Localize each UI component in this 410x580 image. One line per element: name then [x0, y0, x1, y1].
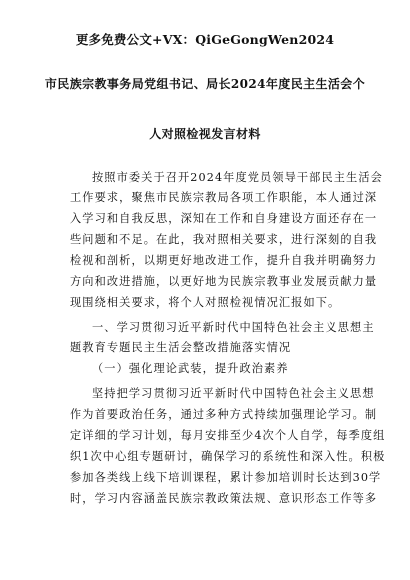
paragraph-line: 检视和剖析，以期更好地改进工作，提升自我并明确努力	[70, 254, 378, 267]
paragraph-line: 些问题和不足。在此，我对照相关要求，进行深刻的自我	[70, 233, 378, 246]
subsection-heading: （一）强化理论武装，提升政治素养	[92, 362, 289, 375]
paragraph-line: 织1次中心组专题研讨，确保学习的系统性和深入性。积极	[70, 450, 386, 463]
paragraph-line: 参加各类线上线下培训课程，累计参加培训时长达到30学	[70, 471, 382, 484]
paragraph-line: 入学习和自我反思，深知在工作和自身建设方面还存在一	[70, 212, 378, 225]
document-title-line-2: 人对照检视发言材料	[149, 127, 261, 141]
paragraph-line: 时，学习内容涵盖民族宗教政策法规、意识形态工作等多	[70, 492, 378, 505]
section-heading-line: 题教育专题民主生活会整改措施落实情况	[70, 341, 292, 354]
paragraph-line: 现围绕相关要求，将个人对照检视情况汇报如下。	[70, 296, 341, 309]
section-heading-line: 一、学习贯彻习近平新时代中国特色社会主义思想主	[92, 321, 375, 334]
paragraph-line: 定详细的学习计划，每月安排至少4次个人自学，每季度组	[70, 429, 386, 442]
paragraph-line: 坚持把学习贯彻习近平新时代中国特色社会主义思想	[92, 387, 375, 400]
paragraph-line: 工作要求，聚焦市民族宗教局各项工作职能，本人通过深	[70, 191, 378, 204]
paragraph-line: 作为首要政治任务，通过多种方式持续加强理论学习。制	[70, 408, 378, 421]
paragraph-line: 按照市委关于召开2024年度党员领导干部民主生活会	[92, 171, 383, 184]
paragraph-line: 方向和改进措施，以更好地为民族宗教事业发展贡献力量	[70, 275, 378, 288]
document-title-line-1: 市民族宗教事务局党组书记、局长2024年度民主生活会个	[44, 77, 366, 91]
watermark-header: 更多免费公文+VX：QiGeGongWen2024	[75, 32, 335, 47]
